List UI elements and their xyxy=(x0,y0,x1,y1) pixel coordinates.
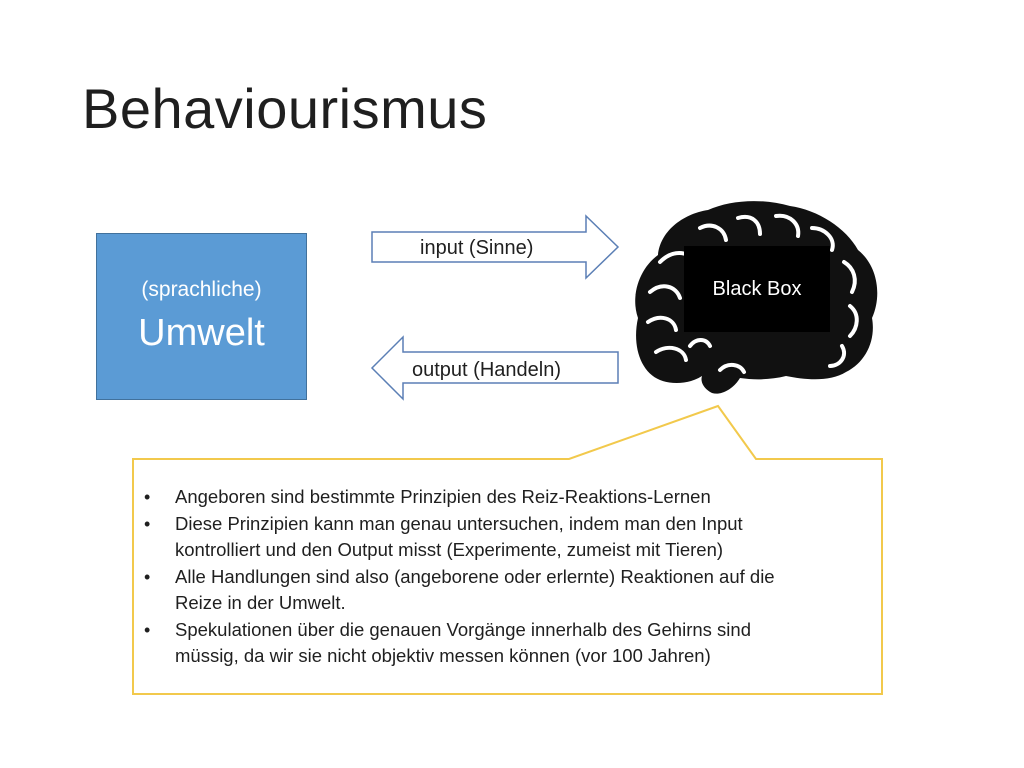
bullet-list xyxy=(140,484,870,670)
bullet-item xyxy=(140,511,870,564)
bullet-line: Spekulationen über die genauen Vorgänge innerhalb des Gehirns sind xyxy=(175,618,751,640)
bullet-line: Diese Prinzipien kann man genau untersuchen, indem man den Input xyxy=(175,512,743,534)
bullet-item xyxy=(140,484,870,511)
slide-title: Behaviourismus xyxy=(82,77,488,140)
environment-small-label: (sprachliche) xyxy=(141,278,262,301)
bullet-dot-icon: • xyxy=(144,487,151,507)
bullet-dot-icon: • xyxy=(144,619,151,640)
input-arrow-label: input (Sinne) xyxy=(420,237,534,259)
bullet-dot-icon: • xyxy=(144,566,151,587)
bullet-dot-icon: • xyxy=(144,513,151,534)
bullet-line: kontrolliert und den Output misst (Experimente, zumeist mit Tieren) xyxy=(175,539,724,560)
black-box-label: Black Box xyxy=(712,277,802,300)
bullet-item xyxy=(140,564,870,617)
bullet-line: Angeboren sind bestimmte Prinzipien des Reiz-Reaktions-Lernen xyxy=(175,486,711,507)
bullet-item xyxy=(140,617,870,670)
callout-text xyxy=(140,484,870,670)
bullet-line: müssig, da wir sie nicht objektiv messen können (vor 100 Jahren) xyxy=(175,645,711,666)
output-arrow-label: output (Handeln) xyxy=(412,359,561,381)
bullet-line: Reize in der Umwelt. xyxy=(175,592,346,613)
bullet-line: Alle Handlungen sind also (angeborene oder erlernte) Reaktionen auf die xyxy=(175,565,775,587)
environment-large-label: Umwelt xyxy=(138,312,265,354)
